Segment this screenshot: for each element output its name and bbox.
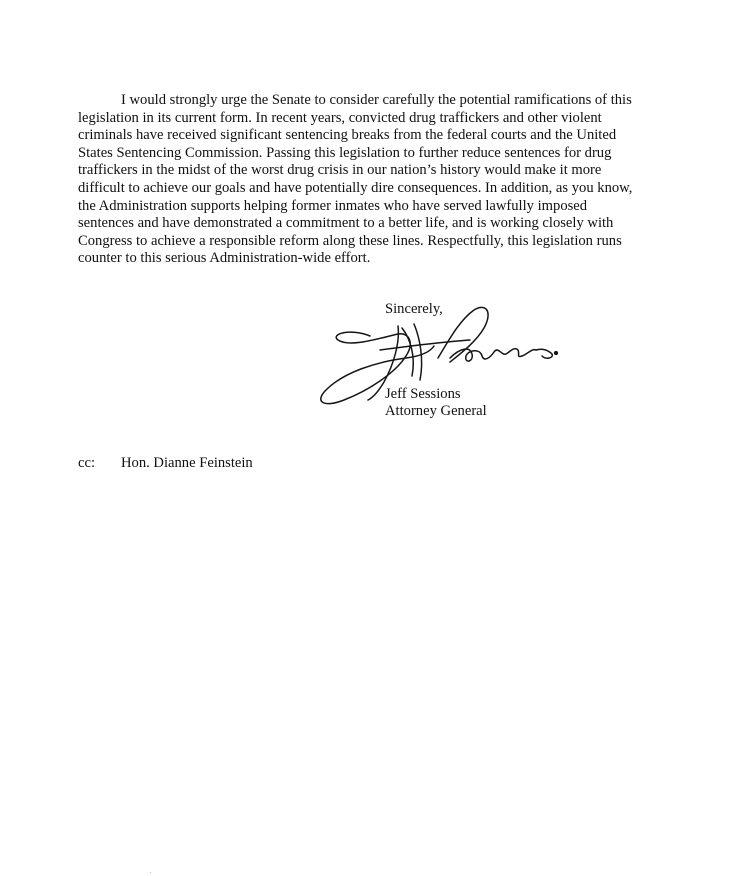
scan-speck [150, 872, 151, 873]
body-line: sentences and have demonstrated a commitment to a better life, and is working closely with [78, 215, 614, 232]
cc-label: cc: [78, 455, 96, 471]
closing: Sincerely, [385, 301, 443, 317]
body-line: Congress to achieve a responsible reform along these lines. Respectfully, this legislation runs [78, 232, 622, 249]
body-paragraph [78, 92, 678, 268]
body-line: the Administration supports helping former inmates who have served lawfully imposed [78, 197, 588, 214]
body-line: traffickers in the midst of the worst drug crisis in our nation’s history would make it more [78, 162, 602, 179]
body-line: legislation in its current form. In recent years, convicted drug traffickers and other violent [78, 109, 602, 126]
body-line: I would strongly urge the Senate to consider carefully the potential ramifications of this [121, 92, 632, 108]
cc-recipient: Hon. Dianne Feinstein [121, 455, 253, 471]
signer-name: Jeff Sessions [385, 386, 461, 402]
body-line: criminals have received significant sentencing breaks from the federal courts and the United [78, 127, 617, 144]
body-line: States Sentencing Commission. Passing this legislation to further reduce sentences for drug [78, 144, 612, 161]
signer-title: Attorney General [385, 403, 487, 419]
body-line: counter to this serious Administration-wide effort. [78, 250, 371, 267]
body-line: difficult to achieve our goals and have potentially dire consequences. In addition, as you know, [78, 179, 633, 196]
handwritten-signature [310, 298, 560, 410]
